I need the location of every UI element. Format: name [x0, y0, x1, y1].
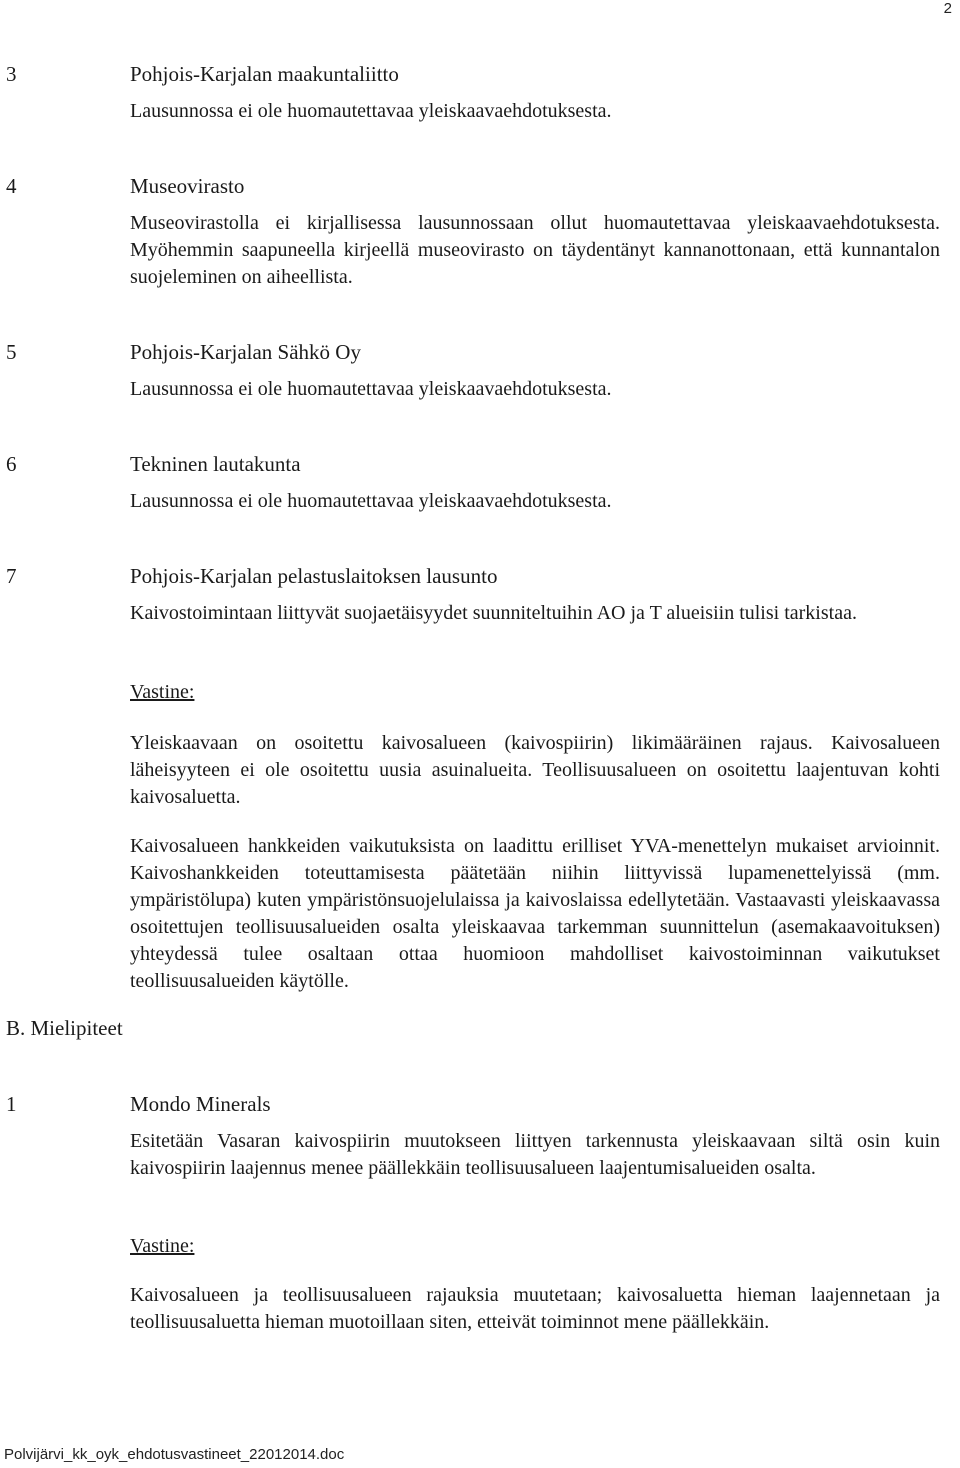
section-title: Tekninen lautakunta	[130, 452, 301, 476]
paragraph: Museovirastolla ei kirjallisessa lausunnossaan ollut huomautettavaa yleiskaavaehdotuksesta. Myöhemmin saapuneella kirjeellä museovirasto on täydentänyt kannanottonaan, että kunnantalon suojeleminen on aiheellista.	[130, 212, 940, 288]
section-number: 6	[6, 452, 17, 476]
paragraph: Kaivosalueen hankkeiden vaikutuksista on laadittu erilliset YVA-menettelyn mukaiset arvioinnit. Kaivoshankkeiden toteuttamisesta päätetään niihin liittyvissä lupamenettelyissä (mm. ympäristölupa) kuten ympäristönsuojelulaissa ja kaivoslaissa edellytetään. Vastaavasti yleiskaavassa osoitettujen teollisuusalueiden osalta yleiskaavaa tarkemman suunnittelun (asemakaavoituksen) yhteydessä tulee osaltaan ottaa huomioon mahdolliset kaivostoiminnan vaikutukset teollisuusalueiden käytölle.	[130, 835, 940, 992]
section-number: 4	[6, 174, 17, 198]
section-title: Mondo Minerals	[130, 1092, 271, 1116]
section-number: 7	[6, 564, 17, 588]
part-b-heading: B. Mielipiteet	[6, 1016, 123, 1040]
section-title: Pohjois-Karjalan Sähkö Oy	[130, 340, 361, 364]
response-label-text: Vastine:	[130, 1235, 195, 1257]
page-number: 2	[943, 0, 952, 17]
section-title: Pohjois-Karjalan pelastuslaitoksen lausunto	[130, 564, 498, 588]
response-label	[130, 679, 940, 706]
response-label-text: Vastine:	[130, 681, 195, 703]
paragraph: Yleiskaavaan on osoitettu kaivosalueen (kaivospiirin) likimääräinen rajaus. Kaivosalueen läheisyyteen ei ole osoitettu uusia asuinalueita. Teollisuusalueen on osoitettu laajentuvan kohti kaivosaluetta.	[130, 732, 940, 808]
section-number: 3	[6, 62, 17, 86]
paragraph: Kaivosalueen ja teollisuusalueen rajauksia muutetaan; kaivosaluetta hieman laajennetaan ja teollisuusaluetta hieman muotoillaan siten, etteivät toiminnot mene päällekkäin.	[130, 1284, 940, 1333]
section-title: Museovirasto	[130, 174, 245, 198]
response-label	[130, 1233, 940, 1260]
paragraph: Esitetään Vasaran kaivospiirin muutokseen liittyen tarkennusta yleiskaavaan siltä osin kuin kaivospiirin laajennus menee päällekkäin teollisuusalueen laajentumisalueiden osalta.	[130, 1130, 940, 1179]
section-number: 5	[6, 340, 17, 364]
paragraph: Lausunnossa ei ole huomautettavaa yleiskaavaehdotuksesta.	[130, 100, 612, 122]
section-title: Pohjois-Karjalan maakuntaliitto	[130, 62, 399, 86]
section-number: 1	[6, 1092, 17, 1116]
paragraph: Kaivostoimintaan liittyvät suojaetäisyydet suunniteltuihin AO ja T alueisiin tulisi tarkistaa.	[130, 602, 857, 624]
paragraph: Lausunnossa ei ole huomautettavaa yleiskaavaehdotuksesta.	[130, 378, 612, 400]
paragraph: Lausunnossa ei ole huomautettavaa yleiskaavaehdotuksesta.	[130, 490, 612, 512]
document-filename: Polvijärvi_kk_oyk_ehdotusvastineet_22012014.doc	[4, 1446, 345, 1463]
